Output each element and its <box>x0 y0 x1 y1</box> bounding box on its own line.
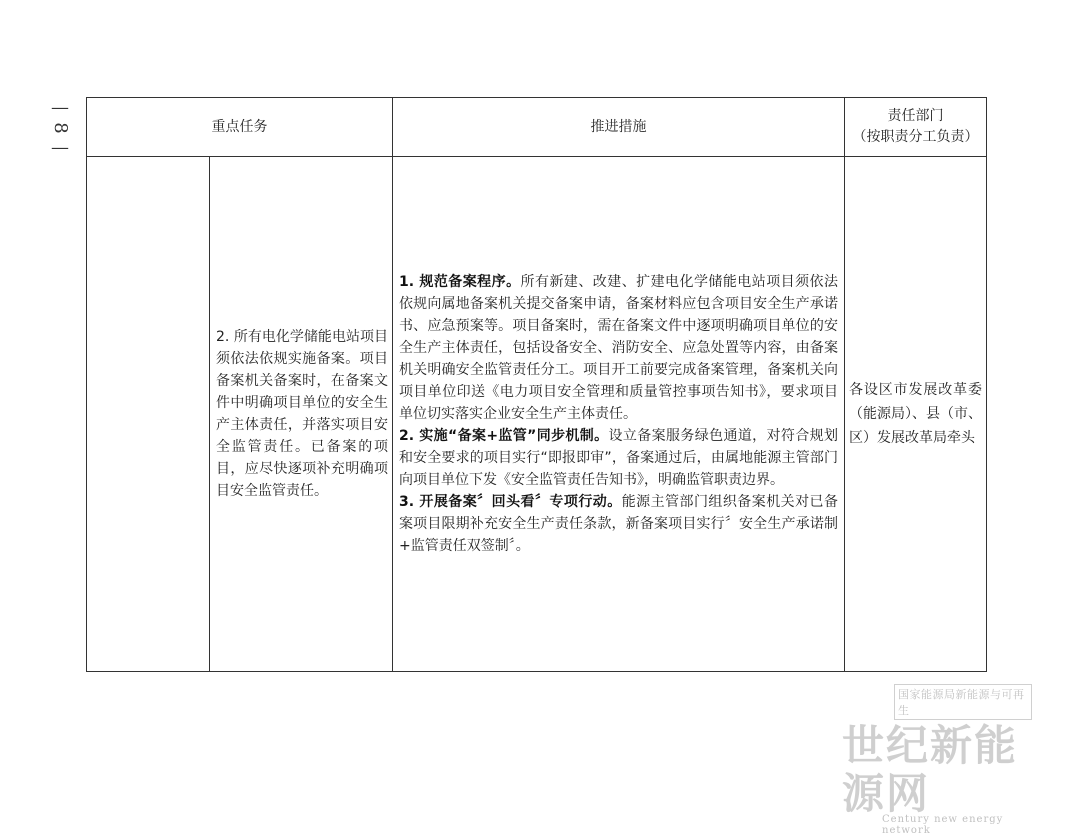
header-task: 重点任务 <box>87 98 393 157</box>
task-cell: 2. 所有电化学储能电站项目须依法依规实施备案。项目备案机关备案时，在备案文件中明确项目单位的安全生产主体责任，并落实项目安全监管责任。已备案的项目，应尽快逐项补充明确项目安全监管责任。 <box>210 157 393 672</box>
measure-3-title: 3. 开展备案〞回头看〞专项行动。 <box>399 494 622 510</box>
measure-item-1 <box>399 271 838 425</box>
task-table <box>86 97 987 672</box>
header-dept-line2: （按职责分工负责） <box>852 129 979 145</box>
watermark <box>842 684 1032 836</box>
watermark-top: 国家能源局新能源与可再生 <box>894 684 1032 720</box>
measure-1-title: 1. 规范备案程序。 <box>399 274 521 290</box>
measure-2-text: 设立备案服务绿色通道，对符合规划和安全要求的项目实行“即报即审”，备案通过后，由属地能源主管部门向项目单位下发《安全监管责任告知书》，明确监管职责边界。 <box>399 428 838 488</box>
table-row <box>87 157 987 672</box>
measure-2-title: 2. 实施“备案+监管”同步机制。 <box>399 428 609 444</box>
header-dept <box>845 98 987 157</box>
category-cell <box>87 157 210 672</box>
measure-3-text: 能源主管部门组织备案机关对已备案项目限期补充安全生产责任条款，新备案项目实行〞安全生产承诺制+监管责任双签制〞。 <box>399 494 839 554</box>
measure-1-text: 所有新建、改建、扩建电化学储能电站项目须依法依规向属地备案机关提交备案申请，备案材料应包含项目安全生产承诺书、应急预案等。项目备案时，需在备案文件中逐项明确项目单位的安全生产主体责任，包括设备安全、消防安全、应急处置等内容，由备案机关明确安全监管责任分工。项目开工前要完成备案管理，备案机关向项目单位印送《电力项目安全管理和质量管控事项告知书》，要求项目单位切实落实企业安全生产主体责任。 <box>399 274 839 422</box>
page-number: — 8 — <box>50 97 71 158</box>
watermark-main: 世纪新能源网 <box>842 721 1019 818</box>
dept-cell: 各设区市发展改革委（能源局）、县（市、区）发展改革局牵头 <box>845 157 987 672</box>
header-dept-line1: 责任部门 <box>887 108 944 124</box>
watermark-sub: Century new energy network <box>882 814 1004 836</box>
table-header-row <box>87 98 987 157</box>
measure-item-2 <box>399 425 838 491</box>
header-measures: 推进措施 <box>393 98 845 157</box>
measure-item-3 <box>399 491 838 557</box>
measures-cell <box>393 157 845 672</box>
